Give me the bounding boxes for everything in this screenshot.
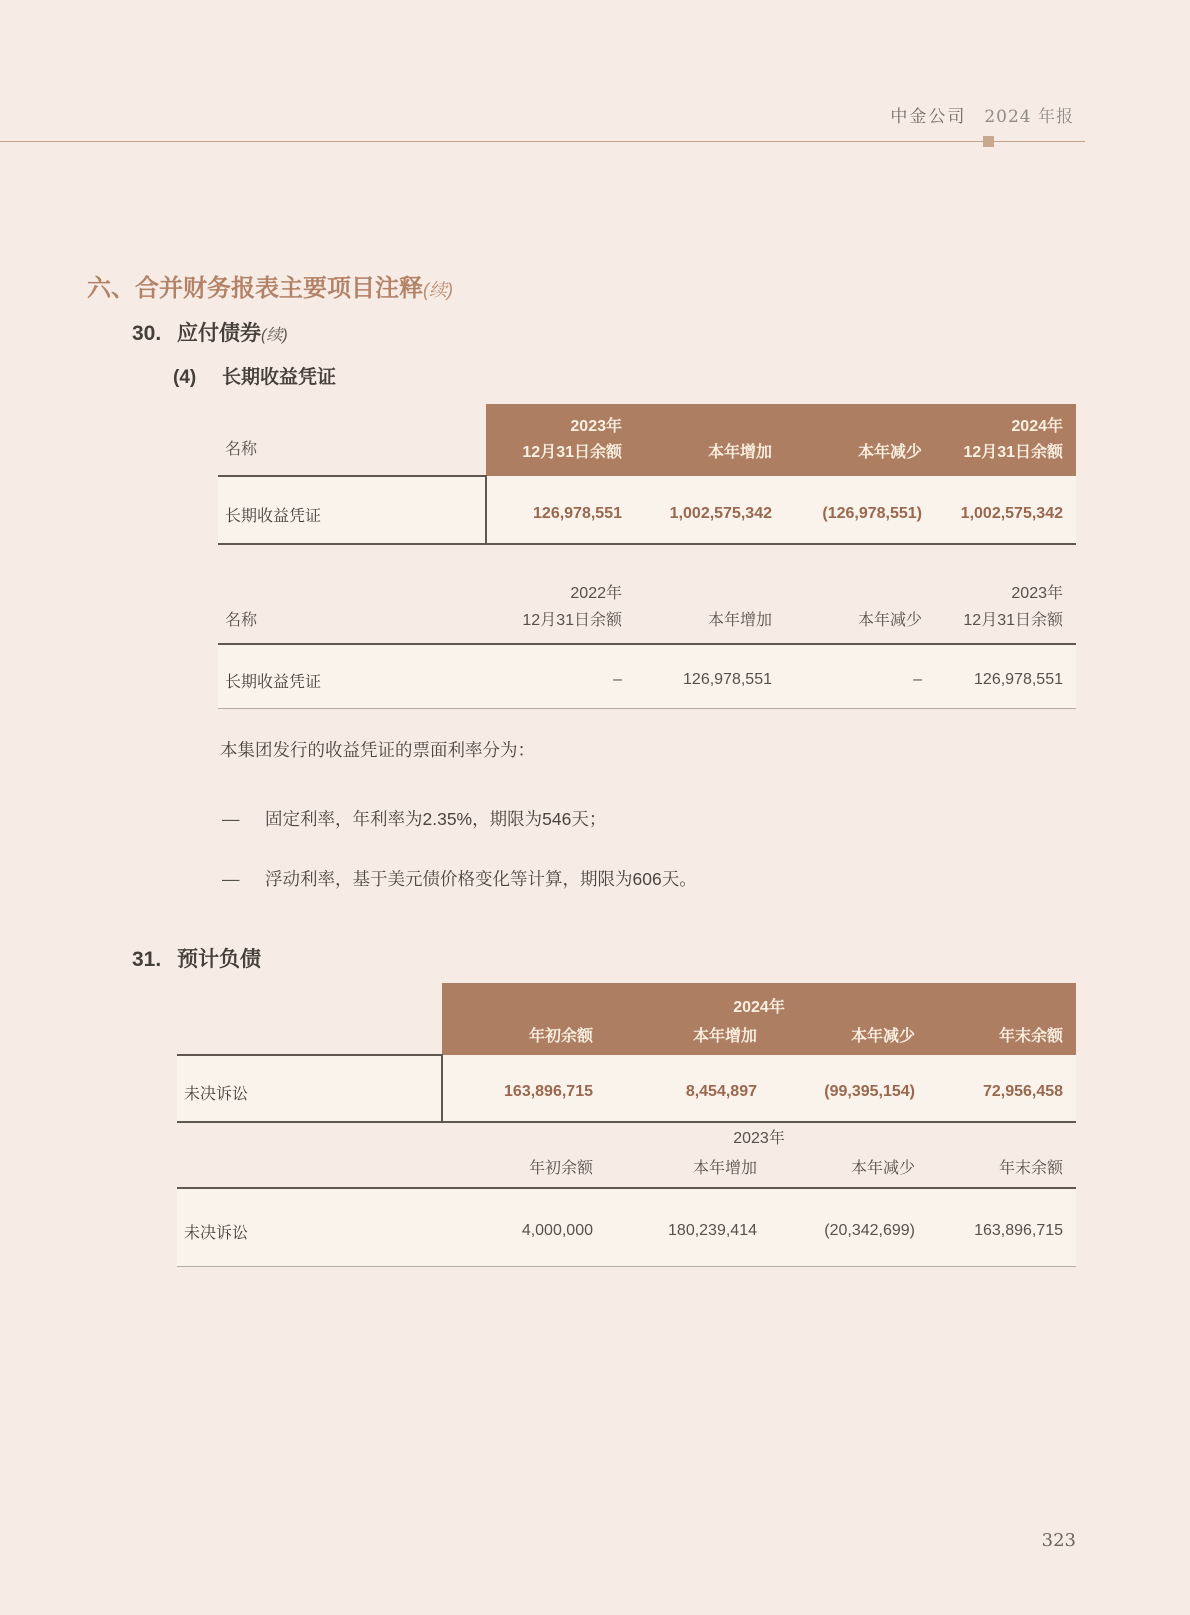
floating-rate-bullet (222, 866, 697, 891)
bullet-dash: — (222, 869, 240, 889)
column-header-additions: 本年增加 (606, 1152, 770, 1188)
column-header-opening: 年初余额 (442, 1152, 606, 1188)
fixed-rate-bullet (222, 806, 606, 831)
report-edition: 2024 年报 (984, 107, 1074, 127)
corner-spacer (177, 1152, 442, 1188)
column-label: 本年增加 (707, 444, 772, 461)
table-header-row (177, 1152, 1076, 1188)
column-year: 2024年 (1011, 418, 1063, 435)
running-header (890, 102, 1074, 127)
row-label: 未决诉讼 (177, 1055, 442, 1122)
column-header-name: 名称 (225, 441, 258, 458)
bullet-text: 固定利率，年利率为2.35%，期限为546天； (265, 809, 607, 829)
column-header-opening (486, 404, 635, 476)
header-rule (0, 141, 1085, 142)
column-year (635, 414, 772, 440)
column-header-closing: 年末余额 (928, 1152, 1076, 1188)
cell-opening-balance: 163,896,715 (442, 1055, 606, 1122)
row-label: 长期收益凭证 (218, 644, 486, 708)
column-label: 12月31日余额 (963, 612, 1063, 629)
column-year (785, 414, 922, 440)
column-header-closing: 年末余额 (928, 1021, 1076, 1055)
row-label: 长期收益凭证 (218, 476, 486, 544)
cell-closing-balance: 1,002,575,342 (935, 476, 1076, 544)
provisions-table-prior (177, 1120, 1076, 1267)
table-year-row (177, 983, 1076, 1021)
table-header-row (177, 1021, 1076, 1055)
table-header-row (218, 404, 1076, 476)
column-header-reductions (785, 404, 935, 476)
item-4-heading (173, 364, 336, 392)
subsection-30-number: 30. (132, 322, 162, 345)
subsection-31-heading (132, 946, 261, 974)
cell-additions: 1,002,575,342 (635, 476, 785, 544)
header-rule-square (983, 136, 994, 147)
page-number: 323 (1041, 1530, 1076, 1551)
subsection-30-title: 应付债券 (177, 322, 261, 345)
cell-closing-balance: 72,956,458 (928, 1055, 1076, 1122)
column-header-closing (935, 404, 1076, 476)
year-band: 2023年 (733, 1130, 785, 1147)
item-4-title: 长期收益凭证 (222, 367, 337, 388)
section-heading-text: 六、合并财务报表主要项目注释 (87, 275, 423, 302)
column-year (635, 580, 772, 607)
column-header-additions (635, 568, 785, 644)
column-header-additions: 本年增加 (606, 1021, 770, 1055)
table-year-row (177, 1120, 1076, 1152)
bullet-dash: — (222, 809, 240, 829)
cell-opening-balance: 126,978,551 (486, 476, 635, 544)
company-name: 中金公司 (890, 107, 967, 127)
subsection-31-number: 31. (132, 948, 162, 971)
item-4-number: (4) (173, 367, 197, 388)
column-year (785, 580, 922, 607)
cell-reductions: (99,395,154) (770, 1055, 928, 1122)
table-row (218, 476, 1076, 544)
cell-additions: 126,978,551 (635, 644, 785, 708)
column-header-additions (635, 404, 785, 476)
provisions-table-current (177, 983, 1076, 1123)
column-header-opening: 年初余额 (442, 1021, 606, 1055)
column-year: 2023年 (570, 418, 622, 435)
cell-reductions: (20,342,699) (770, 1188, 928, 1266)
cell-reductions: (126,978,551) (785, 476, 935, 544)
table-row (177, 1055, 1076, 1122)
column-header-reductions (785, 568, 935, 644)
subsection-30-heading (132, 320, 288, 350)
subsection-30-continued: (续) (261, 327, 288, 344)
table-row (218, 644, 1076, 708)
lt-income-cert-table-prior (218, 568, 1076, 709)
section-heading-continued: (续) (423, 280, 453, 300)
column-year: 2023年 (1011, 585, 1063, 602)
column-label: 本年减少 (857, 612, 922, 629)
column-header-opening (486, 568, 635, 644)
table-header-row (218, 568, 1076, 644)
column-label: 12月31日余额 (522, 444, 622, 461)
cell-closing-balance: 163,896,715 (928, 1188, 1076, 1266)
table-row (177, 1188, 1076, 1266)
column-label: 本年增加 (707, 612, 772, 629)
column-header-reductions: 本年减少 (770, 1021, 928, 1055)
cell-reductions: – (785, 644, 935, 708)
year-band: 2024年 (442, 983, 1076, 1021)
coupon-rate-paragraph: 本集团发行的收益凭证的票面利率分为： (220, 740, 535, 760)
row-label: 未决诉讼 (177, 1188, 442, 1266)
column-header-closing (935, 568, 1076, 644)
cell-additions: 180,239,414 (606, 1188, 770, 1266)
lt-income-cert-table-current (218, 404, 1076, 545)
column-label: 12月31日余额 (522, 612, 622, 629)
column-label: 本年减少 (857, 444, 922, 461)
corner-spacer (177, 1120, 442, 1152)
section-heading (87, 274, 453, 305)
column-year: 2022年 (570, 585, 622, 602)
column-header-reductions: 本年减少 (770, 1152, 928, 1188)
cell-additions: 8,454,897 (606, 1055, 770, 1122)
cell-opening-balance: – (486, 644, 635, 708)
corner-spacer (177, 983, 442, 1021)
subsection-31-title: 预计负债 (177, 948, 261, 971)
bullet-text: 浮动利率，基于美元债价格变化等计算，期限为606天。 (265, 869, 697, 889)
corner-spacer (177, 1021, 442, 1055)
cell-opening-balance: 4,000,000 (442, 1188, 606, 1266)
column-header-name: 名称 (218, 568, 486, 644)
column-label: 12月31日余额 (963, 444, 1063, 461)
cell-closing-balance: 126,978,551 (935, 644, 1076, 708)
